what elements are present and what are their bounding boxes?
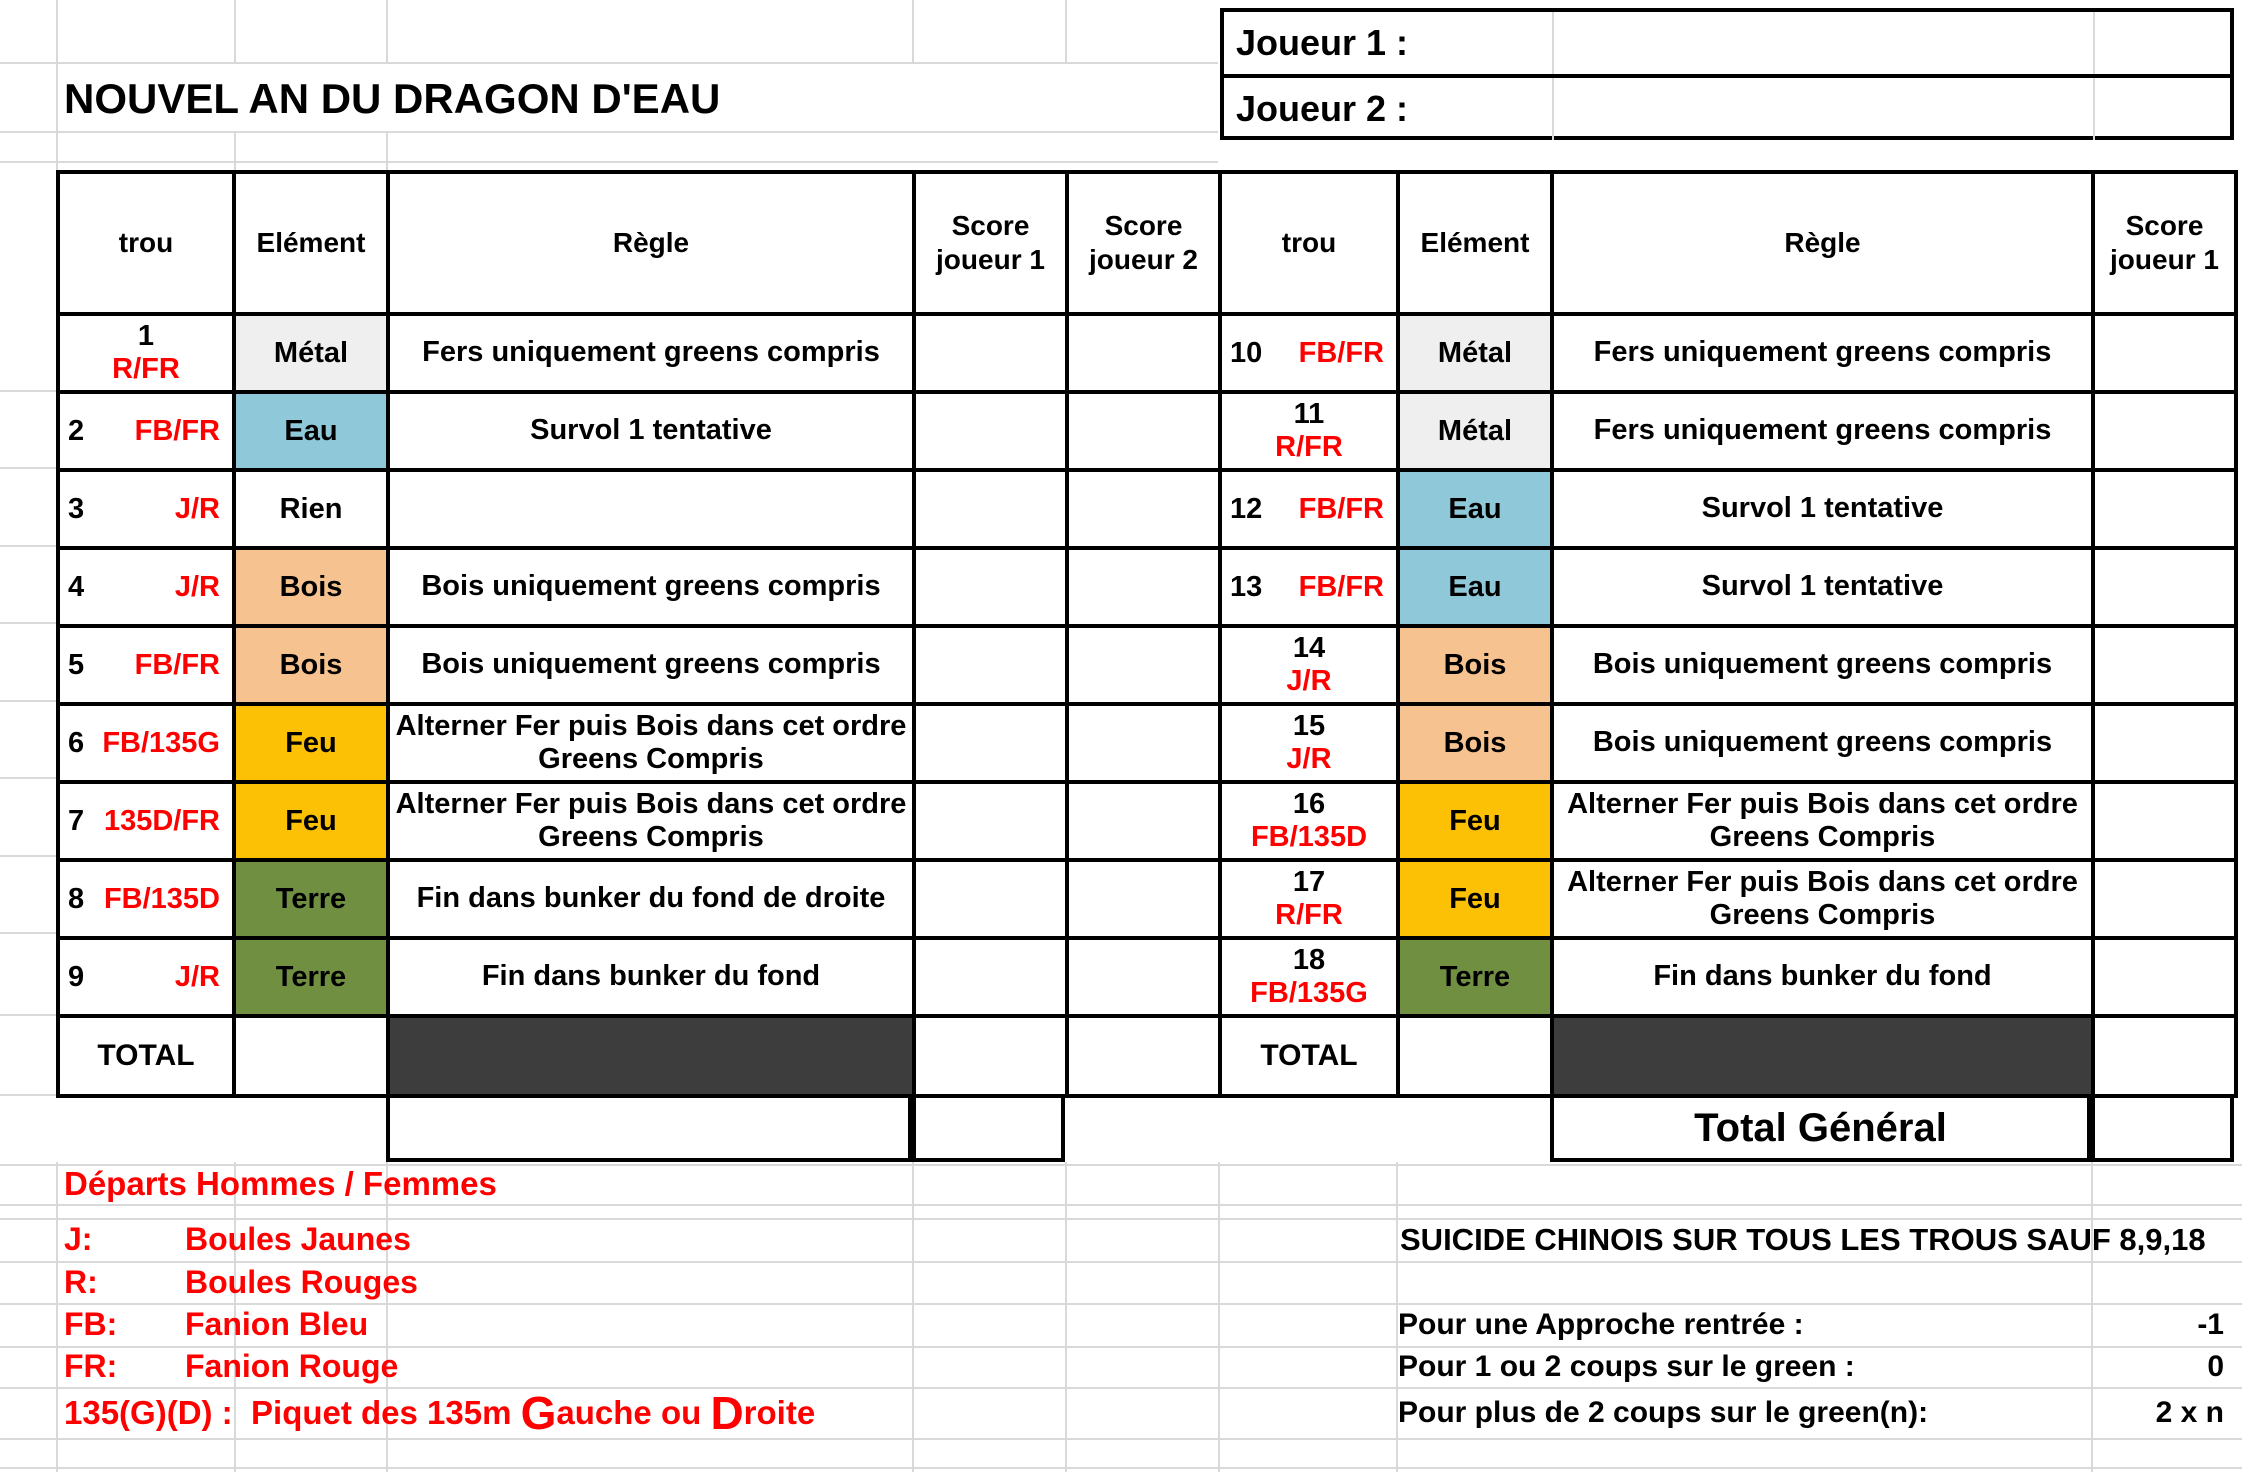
score-cell[interactable] [1067, 704, 1220, 782]
hole-cell: 2 FB/FR [58, 392, 234, 470]
gridline [2093, 12, 2095, 74]
hole-cell: 15 J/R [1220, 704, 1398, 782]
rule-cell: Alterner Fer puis Bois dans cet ordre Greens Compris [1552, 860, 2093, 938]
scoring-rule-label: Pour une Approche rentrée : [1398, 1307, 1804, 1341]
hole-row [1220, 626, 2236, 704]
hole-row [1220, 938, 2236, 1016]
gridline [0, 1204, 2242, 1206]
element-cell: Bois [1398, 626, 1552, 704]
hole-cell: 12 FB/FR [1220, 470, 1398, 548]
total-row [1220, 1016, 2236, 1096]
element-cell: Feu [1398, 860, 1552, 938]
score-cell[interactable] [1067, 392, 1220, 470]
column-header: Règle [1552, 172, 2093, 314]
element-cell: Eau [1398, 470, 1552, 548]
hole-cell: 18 FB/135G [1220, 938, 1398, 1016]
scorecard-table-back9 [1218, 170, 2238, 1098]
column-header: Score joueur 1 [914, 172, 1067, 314]
hole-cell: 7 135D/FR [58, 782, 234, 860]
rule-cell: Survol 1 tentative [388, 392, 914, 470]
gridline [1065, 0, 1067, 62]
gridline [56, 0, 58, 170]
element-cell: Rien [234, 470, 388, 548]
score-cell[interactable] [914, 392, 1067, 470]
hole-row [1220, 860, 2236, 938]
scoring-rule-value: -1 [2197, 1307, 2224, 1341]
piquet-text-run: G [520, 1386, 557, 1439]
hole-cell: 1 R/FR [58, 314, 234, 392]
total-score-cell[interactable] [1067, 1016, 1220, 1096]
gridline [0, 390, 56, 392]
column-header: Règle [388, 172, 914, 314]
hole-row [58, 626, 1220, 704]
rule-cell: Fers uniquement greens compris [388, 314, 914, 392]
hole-row [1220, 548, 2236, 626]
hole-cell: 6 FB/135G [58, 704, 234, 782]
score-cell[interactable] [1067, 626, 1220, 704]
hole-row [58, 314, 1220, 392]
legend-item [0, 1218, 1380, 1261]
column-header: Score joueur 1 [2093, 172, 2236, 314]
total-element-cell [234, 1016, 388, 1096]
total-score-cell[interactable] [2093, 1016, 2236, 1096]
legend-item [0, 1303, 1380, 1346]
gridline [0, 545, 56, 547]
element-cell: Terre [234, 938, 388, 1016]
hole-row [58, 392, 1220, 470]
score-cell[interactable] [2093, 470, 2236, 548]
hole-row [1220, 782, 2236, 860]
hole-row [58, 704, 1220, 782]
total-dark-cell [388, 1016, 914, 1096]
suicide-rule-text: SUICIDE CHINOIS SUR TOUS LES TROUS SAUF 8,9,18 [1400, 1221, 2206, 1257]
rule-cell: Bois uniquement greens compris [388, 548, 914, 626]
gridline [0, 777, 56, 779]
score-cell[interactable] [2093, 704, 2236, 782]
player1-row [1224, 12, 2230, 78]
piquet-text-run: auche ou [556, 1393, 711, 1431]
player1-name-field[interactable] [1504, 12, 2230, 74]
hole-row [1220, 704, 2236, 782]
score-cell[interactable] [2093, 626, 2236, 704]
rule-cell: Fin dans bunker du fond de droite [388, 860, 914, 938]
gridline [0, 1014, 56, 1016]
column-header: trou [58, 172, 234, 314]
score-cell[interactable] [914, 548, 1067, 626]
player2-row [1224, 78, 2230, 140]
element-cell: Terre [1398, 938, 1552, 1016]
hole-row [58, 860, 1220, 938]
legend-item-text: Boules Rouges [185, 1263, 418, 1300]
scorecard-table-front9 [56, 170, 1222, 1098]
score-cell[interactable] [914, 860, 1067, 938]
score-cell[interactable] [2093, 938, 2236, 1016]
hole-row [58, 938, 1220, 1016]
element-cell: Feu [234, 704, 388, 782]
legend-piquet-line [64, 1387, 815, 1438]
score-cell[interactable] [914, 704, 1067, 782]
column-header: Elément [234, 172, 388, 314]
scoring-rule-value: 0 [2207, 1349, 2224, 1383]
legend-item-code: FB: [64, 1306, 118, 1342]
grand-total-score-cell[interactable] [2091, 1094, 2234, 1162]
total-dark-cell [1552, 1016, 2093, 1096]
element-cell: Bois [234, 548, 388, 626]
scoring-rule-label: Pour 1 ou 2 coups sur le green : [1398, 1349, 1855, 1383]
element-cell: Métal [1398, 392, 1552, 470]
rule-cell: Fin dans bunker du fond [388, 938, 914, 1016]
score-cell[interactable] [1067, 314, 1220, 392]
gridline [2093, 78, 2095, 140]
hole-cell: 17 R/FR [1220, 860, 1398, 938]
legend-heading: Départs Hommes / Femmes [64, 1165, 497, 1202]
hole-cell: 4 J/R [58, 548, 234, 626]
total-label: TOTAL [58, 1016, 234, 1096]
hole-cell: 3 J/R [58, 470, 234, 548]
element-cell: Eau [234, 392, 388, 470]
hole-row [1220, 314, 2236, 392]
total-row [58, 1016, 1220, 1096]
hole-cell: 10 FB/FR [1220, 314, 1398, 392]
score-cell[interactable] [1067, 548, 1220, 626]
gridline [1552, 12, 1554, 74]
gridline [386, 131, 388, 170]
legend-item-text: Boules Jaunes [185, 1221, 411, 1257]
rule-cell: Fers uniquement greens compris [1552, 314, 2093, 392]
scoring-rule-value: 2 x n [2155, 1395, 2224, 1429]
score-cell[interactable] [2093, 548, 2236, 626]
hole-row [1220, 470, 2236, 548]
piquet-text-run: D [710, 1386, 744, 1439]
column-header: Elément [1398, 172, 1552, 314]
element-cell: Métal [1398, 314, 1552, 392]
blank-score-cell[interactable] [912, 1094, 1065, 1162]
rule-cell: Bois uniquement greens compris [388, 626, 914, 704]
element-cell: Eau [1398, 548, 1552, 626]
element-cell: Feu [234, 782, 388, 860]
hole-row [58, 782, 1220, 860]
rule-cell: Survol 1 tentative [1552, 470, 2093, 548]
hole-row [1220, 392, 2236, 470]
gridline [234, 0, 236, 62]
piquet-text-run: roite [743, 1393, 816, 1431]
gridline [0, 467, 56, 469]
element-cell: Bois [234, 626, 388, 704]
gridline [0, 700, 56, 702]
gridline [0, 622, 56, 624]
rule-cell: Bois uniquement greens compris [1552, 704, 2093, 782]
rule-cell: Alterner Fer puis Bois dans cet ordre Greens Compris [388, 782, 914, 860]
player-names-box [1220, 8, 2234, 140]
legend-item-code: FR: [64, 1348, 118, 1384]
gridline [0, 161, 1218, 163]
gridline [0, 932, 56, 934]
gridline [234, 131, 236, 170]
rule-cell: Fers uniquement greens compris [1552, 392, 2093, 470]
score-cell[interactable] [2093, 860, 2236, 938]
rule-cell: Alterner Fer puis Bois dans cet ordre Greens Compris [1552, 782, 2093, 860]
column-header: Score joueur 2 [1067, 172, 1220, 314]
gridline [1552, 78, 1554, 140]
gridline [0, 1467, 2242, 1469]
score-cell[interactable] [2093, 782, 2236, 860]
hole-row [58, 548, 1220, 626]
piquet-label: 135(G)(D) : [64, 1393, 252, 1431]
rule-cell: Bois uniquement greens compris [1552, 626, 2093, 704]
scoring-rule-label: Pour plus de 2 coups sur le green(n): [1398, 1395, 1929, 1429]
score-cell[interactable] [2093, 314, 2236, 392]
gridline [0, 855, 56, 857]
hole-cell: 9 J/R [58, 938, 234, 1016]
score-cell[interactable] [914, 314, 1067, 392]
score-cell[interactable] [914, 938, 1067, 1016]
score-cell[interactable] [1067, 782, 1220, 860]
legend-item-text: Fanion Rouge [185, 1348, 399, 1384]
hole-cell: 8 FB/135D [58, 860, 234, 938]
hole-row [58, 470, 1220, 548]
hole-cell: 16 FB/135D [1220, 782, 1398, 860]
gridline [912, 0, 914, 62]
total-element-cell [1398, 1016, 1552, 1096]
rule-cell: Alterner Fer puis Bois dans cet ordre Greens Compris [388, 704, 914, 782]
legend-item [0, 1346, 1380, 1387]
gridline [0, 1438, 2242, 1440]
rule-cell: Fin dans bunker du fond [1552, 938, 2093, 1016]
piquet-text-run: Piquet des 135m [251, 1393, 521, 1431]
rule-cell: Survol 1 tentative [1552, 548, 2093, 626]
total-score-cell[interactable] [914, 1016, 1067, 1096]
player1-label: Joueur 1 : [1236, 22, 1409, 63]
score-cell[interactable] [1067, 938, 1220, 1016]
legend-item-code: J: [64, 1221, 93, 1257]
score-cell[interactable] [1067, 470, 1220, 548]
score-cell[interactable] [914, 626, 1067, 704]
score-cell[interactable] [2093, 392, 2236, 470]
hole-cell: 5 FB/FR [58, 626, 234, 704]
blank-rule-cell [386, 1094, 912, 1162]
hole-cell: 13 FB/FR [1220, 548, 1398, 626]
gridline [0, 1094, 56, 1096]
column-header: trou [1220, 172, 1398, 314]
hole-cell: 14 J/R [1220, 626, 1398, 704]
score-cell[interactable] [914, 782, 1067, 860]
total-label: TOTAL [1220, 1016, 1398, 1096]
grand-total-label: Total Général [1550, 1094, 2091, 1162]
hole-cell: 11 R/FR [1220, 392, 1398, 470]
gridline [386, 0, 388, 62]
page-title: NOUVEL AN DU DRAGON D'EAU [64, 75, 721, 122]
legend-item [0, 1261, 1380, 1303]
rule-cell [388, 470, 914, 548]
score-cell[interactable] [1067, 860, 1220, 938]
element-cell: Bois [1398, 704, 1552, 782]
element-cell: Feu [1398, 782, 1552, 860]
element-cell: Terre [234, 860, 388, 938]
element-cell: Métal [234, 314, 388, 392]
player2-label: Joueur 2 : [1236, 88, 1409, 129]
legend-item-text: Fanion Bleu [185, 1306, 369, 1342]
score-cell[interactable] [914, 470, 1067, 548]
player2-name-field[interactable] [1504, 78, 2230, 140]
legend-item-code: R: [64, 1263, 98, 1300]
